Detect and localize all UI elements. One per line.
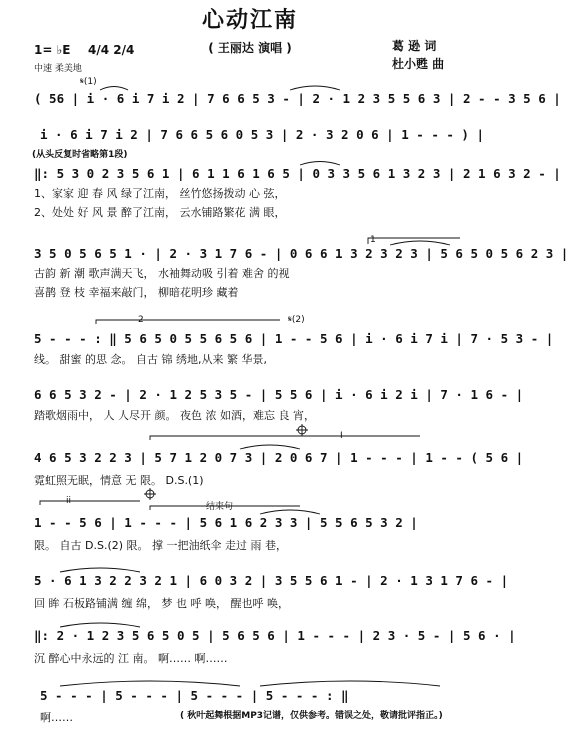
ending-ii-label: ii — [66, 496, 72, 506]
score-row-11: 5 - - - | 5 - - - | 5 - - - | 5 - - - : ‖ — [40, 688, 349, 703]
ending-I-bracket — [150, 436, 420, 440]
slur-7 — [60, 568, 140, 572]
score-row-4: 3 5 0 5 6 5 1 · | 2 · 3 1 7 6 - | 0 6 6 1 3 2 3 2 3 | 5 6 5 0 5 6 2 3 | — [34, 246, 568, 261]
lyric-row-11: 啊…… — [40, 711, 73, 724]
score-row-8: 1 - - 5 6 | 1 - - - | 5 6 1 6 2 3 3 | 5 5 6 5 3 2 | — [34, 515, 418, 530]
score-row-7: 4 6 5 3 2 2 3 | 5 7 1 2 0 7 3 | 2 0 6 7 | 1 - - - | 1 - - ( 5 6 | — [34, 450, 524, 465]
ending-1-label: 1 — [370, 235, 376, 245]
ending-ii-bracket — [40, 501, 140, 505]
slur-1 — [100, 87, 128, 91]
ending-2-bracket — [96, 320, 280, 324]
ending-I-label: I — [340, 431, 343, 441]
coda-bracket — [150, 506, 300, 510]
lyric-row-6: 踏歌烟雨中， 人 人尽开 颜。 夜色 浓 如酒，难忘 良 宵， — [34, 409, 315, 422]
lyric-row-10: 沉 醉心中永远的 江 南。 啊…… 啊…… — [34, 652, 228, 665]
composer-credit: 杜小甦 曲 — [392, 57, 445, 71]
lyric-row-9: 回 眸 石板路铺满 缠 绵， 梦 也 呼 唤， 醒也呼 唤， — [34, 597, 289, 610]
score-row-2: i · 6 i 7 i 2 | 7 6 6 5 6 0 5 3 | 2 · 3 2 0 6 | 1 - - - ) | — [40, 127, 485, 142]
slur-9 — [60, 681, 240, 686]
repeat-note: (从头反复时省略第1段) — [32, 150, 128, 160]
lyric-row-7: 霓虹照无眠，情意 无 限。 D.S.(1) — [34, 474, 204, 487]
lyric-row-5: 线。 甜蜜 的思 念。 自古 锦 绣地,从来 繁 华景, — [34, 353, 267, 366]
key-signature: 1= ♭E — [34, 43, 71, 57]
ending-2-label: 2 — [138, 315, 144, 325]
slur-8 — [60, 623, 140, 627]
coda-label: 结束句 — [206, 502, 234, 512]
lyric-row-8: 限。 自古 D.S.(2) 限。 撑 一把油纸伞 走过 雨 巷， — [34, 539, 287, 552]
segno-1: 𝄋(1) — [80, 77, 97, 87]
score-row-10: ‖: 2 · 1 2 3 5 6 5 0 5 | 5 6 5 6 | 1 - - - | 2 3 · 5 - | 5 6 · | — [34, 628, 516, 643]
song-subtitle: ( 王丽达 演唱 ) — [208, 41, 292, 55]
slur-4 — [390, 241, 450, 245]
song-title: 心动江南 — [201, 8, 298, 33]
lyricist-credit: 葛 逊 词 — [392, 39, 437, 53]
score-row-6: 6 6 5 3 2 - | 2 · 1 2 5 3 5 - | 5 5 6 | i · 6 i 2 i | 7 · 1 6 - | — [34, 387, 524, 402]
lyric-row-3a: 1、家家 迎 春 风 绿了江南， 丝竹悠扬拨动 心 弦， — [34, 187, 286, 200]
score-row-3: ‖: 5 3 0 2 3 5 6 1 | 6 1 1 6 1 6 5 | 0 3 3 5 6 1 3 2 3 | 2 1 6 3 2 - | — [34, 166, 561, 181]
score-row-9: 5 · 6 1 3 2 2 3 2 1 | 6 0 3 2 | 3 5 5 6 1 - | 2 · 1 3 1 7 6 - | — [34, 573, 509, 588]
lyric-row-4b: 喜鹊 登 枝 幸福来敲门， 柳暗花明珍 藏着 — [34, 286, 239, 299]
slur-5 — [240, 445, 300, 449]
lyric-row-4a: 古韵 新 潮 歌声满天飞， 水袖舞动吸 引着 难舍 的视 — [34, 267, 290, 280]
lyric-row-3b: 2、处处 好 风 景 醉了江南， 云水铺路繁花 满 眼， — [34, 206, 286, 219]
footer-note: ( 秋叶起舞根据MP3记谱，仅供参考。错误之处，敬请批评指正。) — [180, 711, 443, 721]
score-row-5: 5 - - - : ‖ 5 6 5 0 5 5 6 5 6 | 1 - - 5 6 | i · 6 i 7 i | 7 · 5 3 - | — [34, 331, 554, 346]
time-signature: 4/4 2/4 — [88, 43, 135, 57]
score-row-1: ( 56 | i · 6 i 7 i 2 | 7 6 6 5 3 - | 2 · 1 2 3 5 5 6 3 | 2 - - 3 5 6 | — [34, 91, 561, 106]
segno-2: 𝄋(2) — [288, 315, 305, 325]
slur-6 — [260, 510, 320, 514]
slur-10 — [260, 681, 440, 686]
slur-2 — [290, 86, 340, 90]
tempo-marking: 中速 柔美地 — [34, 64, 82, 74]
slur-3 — [300, 162, 340, 166]
